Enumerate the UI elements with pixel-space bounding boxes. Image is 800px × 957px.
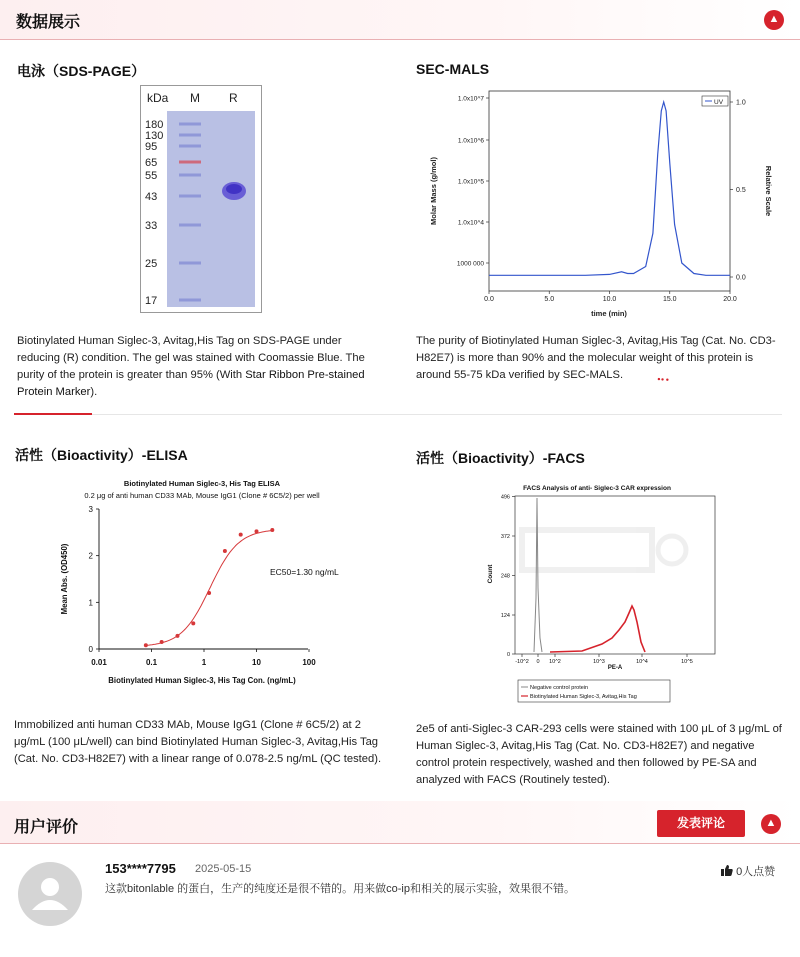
sec-xtick-label: 15.0 bbox=[662, 296, 677, 303]
marker-band-33 bbox=[179, 224, 201, 227]
facs-legend-sample: Biotinylated Human Siglec-3, Avitag,His Tag bbox=[530, 694, 637, 700]
chevron-up-icon: ▲ bbox=[765, 817, 777, 829]
lane-label-kda: kDa bbox=[147, 91, 169, 105]
marker-label-95: 95 bbox=[145, 141, 158, 153]
sec-mals-chart bbox=[420, 85, 780, 318]
marker-label-65: 65 bbox=[145, 157, 158, 169]
marker-label-180: 180 bbox=[145, 119, 164, 131]
sec-ytick-label: 1.0x10^7 bbox=[457, 95, 484, 103]
elisa-data-point bbox=[160, 640, 164, 644]
section-divider bbox=[14, 414, 782, 415]
lane-label-m: M bbox=[190, 91, 200, 105]
user-icon bbox=[18, 862, 82, 926]
elisa-data-point bbox=[223, 549, 227, 553]
sec-mals-description: The purity of Biotinylated Human Siglec-3, Avitag,His Tag (Cat. No. CD3-H82E7) is more than 90% and the molecular weight of this protein is around 55-75 kDa verified by SEC-MALS. bbox=[416, 335, 776, 381]
elisa-chart bbox=[40, 474, 360, 694]
marker-band-180 bbox=[179, 123, 201, 126]
elisa-data-point bbox=[270, 528, 274, 532]
facs-ytick-label: 0 bbox=[506, 652, 510, 658]
facs-ytick-label: 372 bbox=[500, 534, 510, 540]
review-username: 153****7795 bbox=[105, 861, 176, 876]
sec-xtick-label: 0.0 bbox=[484, 296, 494, 303]
elisa-ytick-label: 1 bbox=[88, 598, 93, 608]
sec-right-tick-label: 0.0 bbox=[736, 274, 746, 282]
sec-xtick-label: 20.0 bbox=[723, 296, 737, 303]
elisa-ytick-label: 0 bbox=[88, 645, 93, 654]
divider-accent bbox=[14, 413, 92, 415]
star-ribbon-marker-link[interactable]: Star Ribbon Pre-stained Protein Marker bbox=[17, 369, 365, 398]
sds-desc-end: ). bbox=[90, 386, 98, 398]
collapse-data-section-button[interactable] bbox=[764, 10, 784, 30]
facs-xtick-label: 10^5 bbox=[681, 659, 693, 665]
marker-label-33: 33 bbox=[145, 220, 158, 232]
marker-band-17 bbox=[179, 299, 201, 302]
marker-label-130: 130 bbox=[145, 130, 164, 142]
sec-legend-uv: UV bbox=[714, 99, 724, 106]
marker-label-43: 43 bbox=[145, 191, 158, 203]
facs-chart-title: FACS Analysis of anti- Siglec-3 CAR expression bbox=[523, 485, 671, 492]
elisa-data-point bbox=[255, 529, 259, 533]
sec-xtick-label: 5.0 bbox=[544, 296, 555, 303]
like-button[interactable] bbox=[721, 863, 775, 879]
facs-legend-negative: Negative control protein bbox=[530, 685, 589, 691]
elisa-ytick-label: 2 bbox=[88, 551, 93, 561]
sec-y-axis-label: Molar Mass (g/mol) bbox=[429, 157, 438, 225]
facs-xtick-label: 0 bbox=[536, 659, 540, 665]
elisa-ytick-label: 3 bbox=[88, 505, 93, 514]
facs-xtick-label: 10^2 bbox=[549, 659, 561, 665]
facs-ytick-label: 124 bbox=[500, 613, 510, 619]
sec-right-tick-label: 1.0 bbox=[736, 99, 746, 107]
elisa-y-axis-label: Mean Abs. (OD450) bbox=[60, 543, 69, 615]
sec-ytick-label: 1.0x10^5 bbox=[457, 178, 484, 186]
elisa-fit-curve bbox=[146, 531, 272, 646]
marker-label-55: 55 bbox=[145, 170, 158, 182]
reviews-section-title: 用户评价 bbox=[14, 819, 79, 836]
marker-band-43 bbox=[179, 195, 201, 198]
facs-ytick-label: 496 bbox=[500, 494, 510, 501]
elisa-xtick-label: 0.01 bbox=[91, 658, 107, 667]
sec-right-tick-label: 0.5 bbox=[736, 187, 746, 194]
elisa-ec50-annotation: EC50=1.30 ng/mL bbox=[270, 567, 339, 577]
elisa-title: 活性（Bioactivity）-ELISA bbox=[15, 447, 188, 463]
marker-band-25 bbox=[179, 262, 201, 265]
elisa-xtick-label: 100 bbox=[302, 658, 316, 667]
facs-description: 2e5 of anti-Siglec-3 CAR-293 cells were stained with 100 μL of 3 μg/mL of Human Siglec-3, Avitag,His Tag (Cat. No. CD3-H82E7) and negative control protein respectively, washed and then followed by PE-SA and analyzed with FACS (Routinely tested). bbox=[416, 723, 782, 786]
marker-band-65 bbox=[179, 161, 201, 164]
post-review-button[interactable]: 发表评论 bbox=[657, 810, 745, 837]
marker-band-95 bbox=[179, 145, 201, 148]
sds-desc-text: Biotinylated Human Siglec-3, Avitag,His Tag on SDS-PAGE under reducing (R) condition. The gel was stained with Coomassie Blue. The purity of the protein is greater than 95% (With bbox=[17, 335, 365, 381]
like-count: 0人点赞 bbox=[736, 866, 776, 878]
elisa-chart-title: Biotinylated Human Siglec-3, His Tag ELISA bbox=[123, 479, 281, 488]
avatar bbox=[18, 862, 82, 926]
sec-ytick-label: 1.0x10^6 bbox=[457, 137, 484, 145]
sec-x-axis-label: time (min) bbox=[591, 309, 627, 318]
elisa-xtick-label: 1 bbox=[201, 658, 207, 667]
sec-right-axis-label: Relative Scale bbox=[764, 165, 773, 217]
marker-band-130 bbox=[179, 134, 201, 137]
data-section-title: 数据展示 bbox=[16, 14, 81, 31]
review-date: 2025-05-15 bbox=[195, 863, 252, 875]
elisa-data-point bbox=[207, 591, 211, 595]
collapse-reviews-button[interactable] bbox=[761, 814, 781, 834]
facs-xtick-label: 10^4 bbox=[636, 659, 648, 665]
elisa-xtick-label: 0.1 bbox=[145, 658, 158, 667]
elisa-xtick-label: 10 bbox=[252, 658, 261, 667]
elisa-chart-subtitle: 0.2 μg of anti human CD33 MAb, Mouse IgG1 (Clone # 6C5/2) per well bbox=[84, 491, 320, 500]
facs-xtick-label: -10^2 bbox=[515, 659, 529, 665]
elisa-data-point bbox=[175, 634, 179, 638]
facs-y-axis-label: Count bbox=[487, 564, 494, 584]
marker-band-55 bbox=[179, 174, 201, 177]
elisa-x-axis-label: Biotinylated Human Siglec-3, His Tag Con. (ng/mL) bbox=[108, 676, 296, 685]
thumbs-up-icon bbox=[721, 865, 733, 876]
sds-page-description bbox=[17, 333, 382, 401]
facs-chart bbox=[482, 478, 722, 706]
facs-xtick-label: 10^3 bbox=[593, 659, 605, 665]
marker-label-25: 25 bbox=[145, 258, 158, 270]
facs-x-axis-label: PE-A bbox=[607, 665, 623, 671]
elisa-data-point bbox=[239, 533, 243, 537]
sec-xtick-label: 10.0 bbox=[602, 296, 617, 303]
marker-label-17: 17 bbox=[145, 295, 158, 307]
sec-ytick-label: 1000 000 bbox=[456, 260, 484, 268]
lane-label-r: R bbox=[229, 91, 238, 105]
elisa-data-point bbox=[191, 621, 195, 625]
review-text: 这款bitonlable 的蛋白，生产的纯度还是很不错的。用来做co-ip和相关的展示实验，效果很不错。 bbox=[105, 883, 575, 895]
sec-ytick-label: 1.0x10^4 bbox=[457, 219, 484, 227]
data-section-header bbox=[0, 0, 800, 40]
facs-ytick-label: 248 bbox=[500, 573, 510, 580]
chevron-up-icon: ▲ bbox=[768, 13, 780, 25]
elisa-data-point bbox=[144, 643, 148, 647]
sds-page-title: 电泳（SDS-PAGE） bbox=[17, 63, 146, 79]
sec-mals-title: SEC-MALS bbox=[416, 61, 490, 77]
sds-page-gel-image bbox=[140, 85, 262, 313]
elisa-description: Immobilized anti human CD33 MAb, Mouse IgG1 (Clone # 6C5/2) at 2 μg/mL (100 μL/well) can bind Biotinylated Human Siglec-3, Avitag,His Tag (Cat. No. CD3-H82E7) with a linear range of 0.078-2.5 ng/mL (QC tested). bbox=[14, 719, 382, 765]
facs-title: 活性（Bioactivity）-FACS bbox=[416, 450, 585, 466]
